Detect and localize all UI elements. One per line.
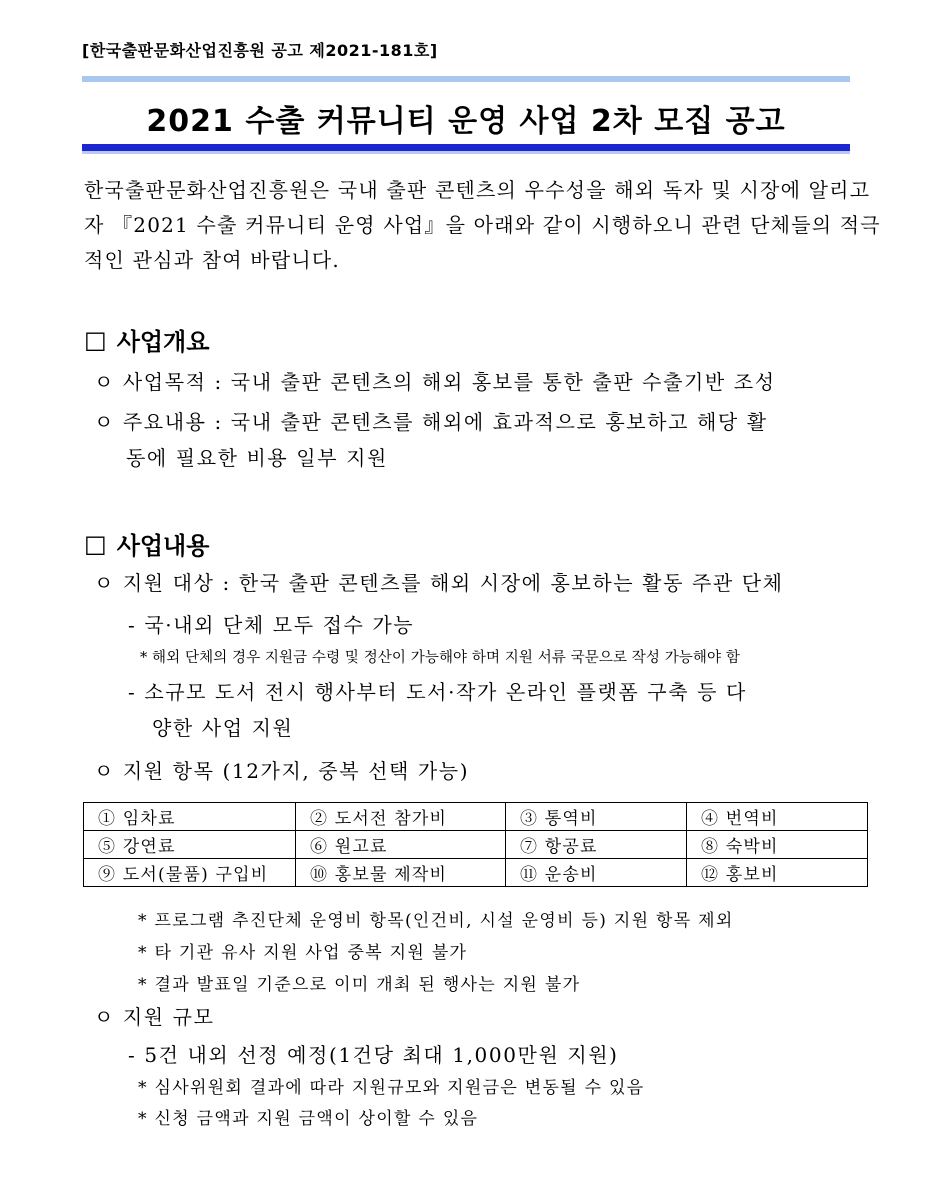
table-cell: ⑪ 운송비 <box>506 859 687 887</box>
title-bottom-rule <box>82 144 850 151</box>
items-note-2: * 타 기관 유사 지원 사업 중복 지원 불가 <box>138 943 468 963</box>
section-details-label: 사업내용 <box>116 532 210 560</box>
table-cell: ⑧ 숙박비 <box>687 831 868 859</box>
overview-content-line-1: ㅇ 주요내용 : 국내 출판 콘텐츠를 해외에 효과적으로 홍보하고 해당 활 <box>94 410 768 434</box>
section-overview-heading <box>84 322 209 357</box>
support-target: ㅇ 지원 대상 : 한국 출판 콘텐츠를 해외 시장에 홍보하는 활동 주관 단체 <box>94 571 784 595</box>
intro-line-3: 적인 관심과 참여 바랍니다. <box>84 248 340 272</box>
section-details-heading <box>84 526 209 561</box>
table-cell: ⑩ 홍보물 제작비 <box>296 859 506 887</box>
section-overview-label: 사업개요 <box>116 328 210 356</box>
overview-purpose: ㅇ 사업목적 : 국내 출판 콘텐츠의 해외 홍보를 통한 출판 수출기반 조성 <box>94 370 776 394</box>
table-row <box>84 803 868 831</box>
support-target-domestic-foreign: - 국·내외 단체 모두 접수 가능 <box>128 613 415 637</box>
intro-line-1: 한국출판문화산업진흥원은 국내 출판 콘텐츠의 우수성을 해외 독자 및 시장에 알리고 <box>84 178 871 202</box>
table-cell: ② 도서전 참가비 <box>296 803 506 831</box>
scale-note-1: * 심사위원회 결과에 따라 지원규모와 지원금은 변동될 수 있음 <box>138 1078 645 1098</box>
checkbox-square-icon: □ <box>84 529 107 558</box>
table-cell: ③ 통역비 <box>506 803 687 831</box>
title-top-rule <box>82 76 850 82</box>
scale-note-2: * 신청 금액과 지원 금액이 상이할 수 있음 <box>138 1109 479 1129</box>
support-scale-detail: - 5건 내외 선정 예정(1건당 최대 1,000만원 지원) <box>128 1043 619 1067</box>
support-target-note: * 해외 단체의 경우 지원금 수령 및 정산이 가능해야 하며 지원 서류 국문으로 작성 가능해야 함 <box>140 650 740 666</box>
support-scale-heading: ㅇ 지원 규모 <box>94 1005 215 1029</box>
table-row <box>84 859 868 887</box>
table-cell: ⑨ 도서(물품) 구입비 <box>84 859 296 887</box>
table-cell: ⑤ 강연료 <box>84 831 296 859</box>
table-row <box>84 831 868 859</box>
title-bottom-shadow <box>82 151 850 154</box>
table-cell: ① 임차료 <box>84 803 296 831</box>
table-cell: ④ 번역비 <box>687 803 868 831</box>
document-number: [한국출판문화산업진흥원 공고 제2021-181호] <box>82 41 438 60</box>
support-target-scope-line-1: - 소규모 도서 전시 행사부터 도서·작가 온라인 플랫폼 구축 등 다 <box>128 680 747 704</box>
title-band <box>82 76 850 154</box>
support-items-table <box>83 802 868 887</box>
page-title: 2021 수출 커뮤니티 운영 사업 2차 모집 공고 <box>146 104 786 139</box>
intro-line-2: 자 『2021 수출 커뮤니티 운영 사업』을 아래와 같이 시행하오니 관련 단체들의 적극 <box>84 213 881 237</box>
table-cell: ⑥ 원고료 <box>296 831 506 859</box>
checkbox-square-icon: □ <box>84 325 107 354</box>
overview-content-line-2: 동에 필요한 비용 일부 지원 <box>126 446 388 470</box>
table-cell: ⑦ 항공료 <box>506 831 687 859</box>
items-note-3: * 결과 발표일 기준으로 이미 개최 된 행사는 지원 불가 <box>138 975 581 995</box>
support-target-scope-line-2: 양한 사업 지원 <box>152 716 294 740</box>
items-note-1: * 프로그램 추진단체 운영비 항목(인건비, 시설 운영비 등) 지원 항목 제외 <box>138 911 734 931</box>
table-cell: ⑫ 홍보비 <box>687 859 868 887</box>
support-items-heading: ㅇ 지원 항목 (12가지, 중복 선택 가능) <box>94 759 470 783</box>
